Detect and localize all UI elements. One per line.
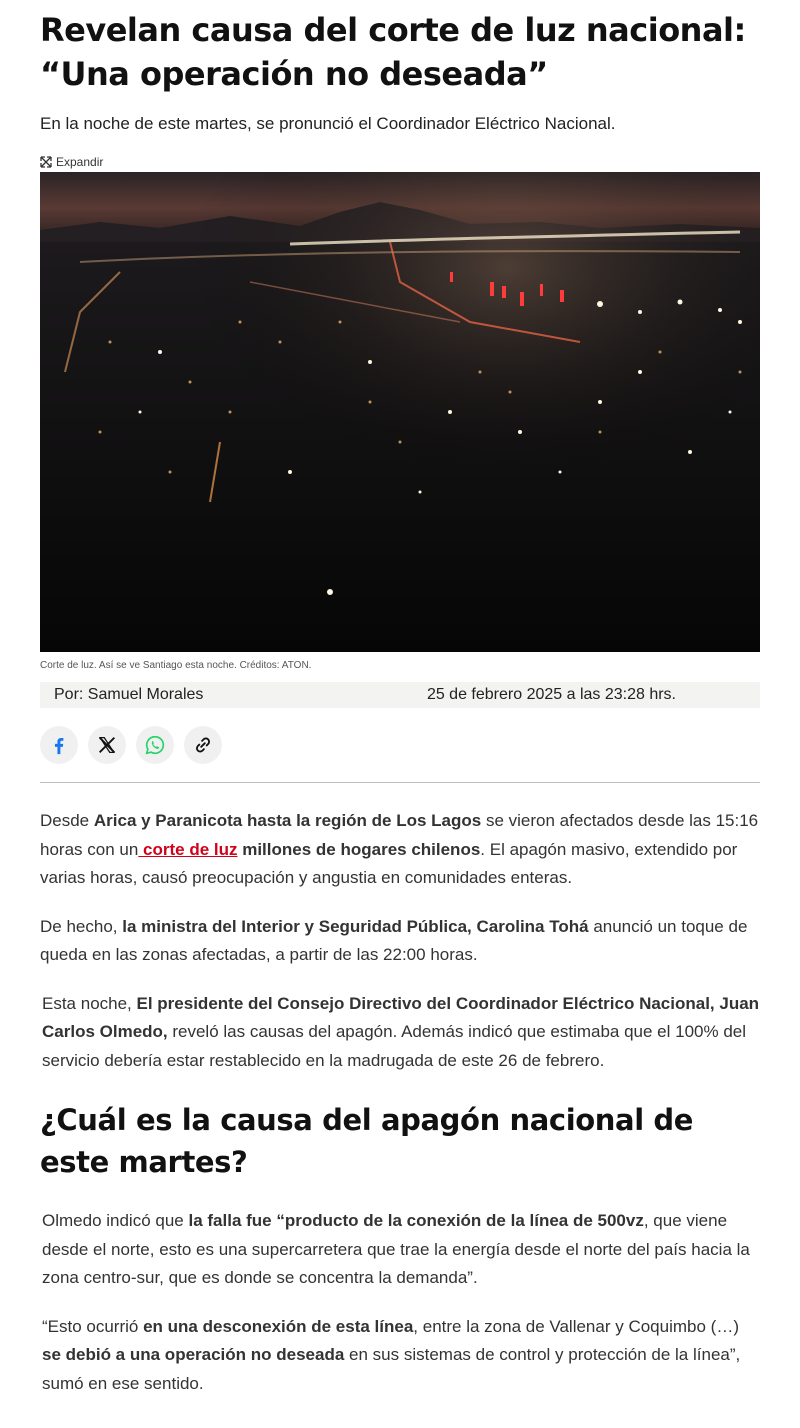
share-bar [40,726,760,764]
text: en sus sistemas de control y protección de la línea”, sumó en ese sentido. [42,1345,741,1393]
author: Por: Samuel Morales [54,686,204,703]
text: anunció un toque de queda en las zonas afectadas, a partir de las 22:00 horas. [40,916,748,964]
article-photo [40,172,760,652]
text: “Esto ocurrió [42,1316,144,1336]
paragraph-3 [40,990,760,1076]
text: Esta noche, [42,993,137,1013]
bold-text: millones de hogares chilenos [242,839,481,859]
text: . El apagón masivo, extendido por varias horas, causó preocupación y angustia en comunidades enteras. [40,839,738,887]
paragraph-4 [40,1207,760,1293]
whatsapp-icon [144,734,166,756]
article-headline: Revelan causa del corte de luz nacional: “Una operación no deseada” [40,11,746,93]
facebook-icon [48,734,70,756]
corte-de-luz-link[interactable]: corte de luz [138,839,238,859]
expand-icon [40,156,52,168]
bold-text: la ministra del Interior y Seguridad Pública, Carolina Tohá [122,916,589,936]
share-facebook-button[interactable] [40,726,78,764]
copy-link-button[interactable] [184,726,222,764]
link-icon [192,734,214,756]
text: , entre la zona de Vallenar y Coquimbo (…) [413,1316,739,1336]
photo-caption: Corte de luz. Así se ve Santiago esta noche. Créditos: ATON. [40,660,312,671]
byline [40,682,760,708]
bold-text: El presidente del Consejo Directivo del Coordinador Eléctrico Nacional, Juan Carlos Olmedo, [42,993,760,1041]
text: reveló las causas del apagón. Además indicó que estimaba que el 100% del servicio debería estar restablecido en la madrugada de este 26 de febrero. [42,1022,747,1070]
bold-text: se debió a una operación no deseada [42,1345,345,1364]
expand-button[interactable] [40,154,760,170]
text: De hecho, [40,916,123,936]
section-heading: ¿Cuál es la causa del apagón nacional de este martes? [40,1103,694,1179]
text: Olmedo indicó que [42,1211,189,1230]
paragraph-2 [40,913,760,970]
bold-text: la falla fue “producto de la conexión de la línea de 500vz [188,1211,644,1230]
share-whatsapp-button[interactable] [136,726,174,764]
bold-text: Arica y Paranicota hasta la región de Los Lagos [93,811,482,830]
share-x-button[interactable] [88,726,126,764]
x-icon [96,734,118,756]
text: Desde [40,811,94,830]
text: se vieron afectados desde las 15:16 horas con un [40,811,759,859]
text: , que viene desde el norte, esto es una supercarretera que trae la energía desde el norte del país hacia la zona centro-sur, que es donde se concentra la demanda”. [42,1211,750,1287]
divider [40,782,760,783]
publish-date: 25 de febrero 2025 a las 23:28 hrs. [426,686,676,703]
paragraph-1 [40,807,760,893]
bold-text: en una desconexión de esta línea [143,1316,414,1336]
article-subtitle: En la noche de este martes, se pronunció el Coordinador Eléctrico Nacional. [40,114,616,133]
expand-label: Expandir [56,155,104,169]
paragraph-5 [40,1313,760,1399]
article [40,0,760,1398]
